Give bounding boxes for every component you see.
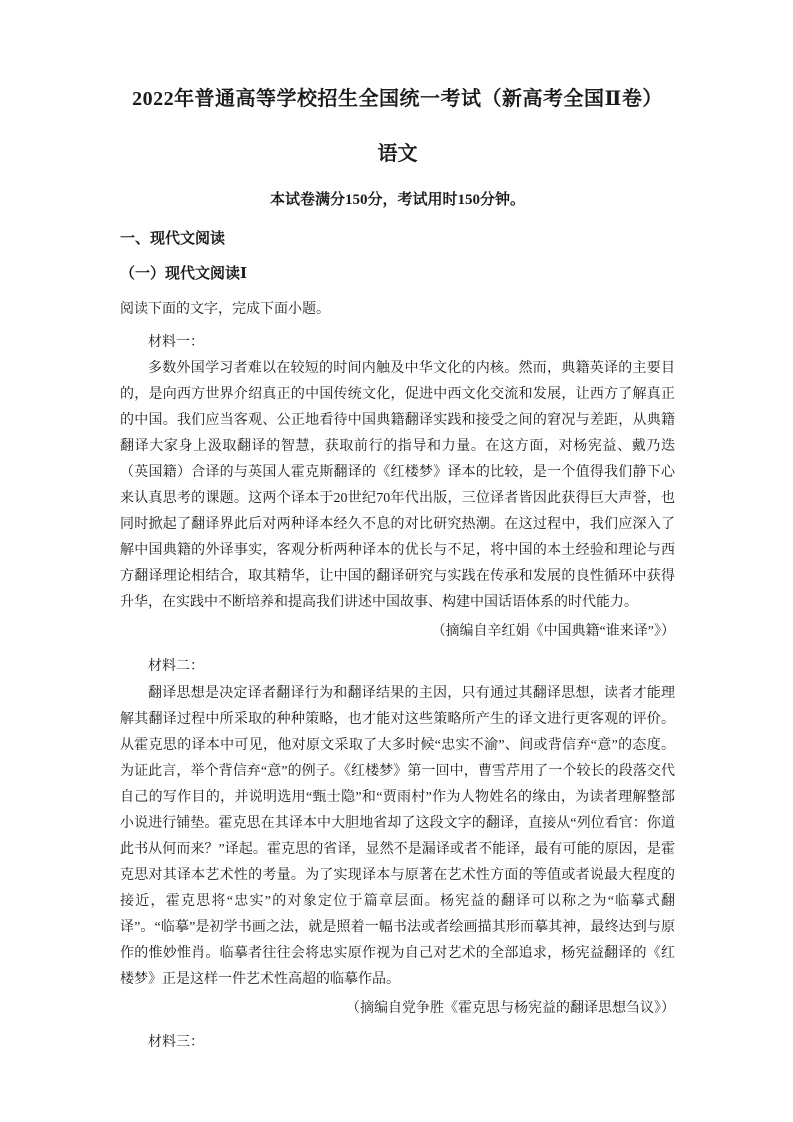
subsection-heading: （一）现代文阅读Ⅰ	[120, 266, 248, 282]
material-1-label: 材料一：	[148, 335, 204, 350]
material-3-label: 材料三：	[148, 1035, 204, 1051]
material-1-attribution: （摘编自辛红娟《中国典籍“谁来译”》）	[431, 624, 675, 640]
material-2-label: 材料二：	[148, 659, 204, 675]
material-2-text: 翻译思想是决定译者翻译行为和翻译结果的主因，只有通过其翻译思想，读者才能理解其翻译过程中所采取的种种策略，也才能对这些策略所产生的译文进行更客观的评价。从霍克思的译本中可见，他对原文采取了大多时候“忠实不渝”、间或背信弃“意”的态度。为证此言，举个背信弃“意”的例子。《红楼梦》第一回中，曹雪芹用了一个较长的段落交代自己的写作目的，并说明选用“甄士隐”和“贾雨村”作为人物姓名的缘由，为读者理解整部小说进行铺垫。霍克思在其译本中大胆地省却了这段文字的翻译，直接从“列位看官：你道此书从何而来？”译起。霍克思的省译，显然不是漏译或者不能译，最有可能的原因，是霍克思对其译本艺术性的考量。为了实现译本与原著在艺术性方面的等值或者说最大程度的接近，霍克思将“忠实”的对象定位于篇章层面。杨宪益的翻译可以称之为“临摹式翻译”。“临摹”是初学书画之法，就是照着一幅书法或者绘画描其形而摹其神，最终达到与原作的惟妙惟肖。临摹者往往会将忠实原作视为自己对艺术的全部追求，杨宪益翻译的《红楼梦》正是这样一件艺术性高超的临摹作品。	[120, 685, 675, 987]
subject-title: 语文	[377, 143, 418, 165]
reading-instruction: 阅读下面的文字，完成下面小题。	[120, 302, 330, 317]
section-heading: 一、现代文阅读	[120, 231, 226, 247]
material-2-attribution: （摘编自党争胜《霍克思与杨宪益的翻译思想刍议》）	[346, 1000, 675, 1016]
exam-title: 2022年普通高等学校招生全国统一考试（新高考全国Ⅱ卷）	[132, 88, 663, 110]
exam-duration-note: 本试卷满分150分，考试用时150分钟。	[269, 192, 525, 208]
material-1-text: 多数外国学习者难以在较短的时间内触及中华文化的内核。然而，典籍英译的主要目的，是向西方世界介绍真正的中国传统文化，促进中西文化交流和发展，让西方了解真正的中国。我们应当客观、公正地看待中国典籍翻译实践和接受之间的窘况与差距，从典籍翻译大家身上汲取翻译的智慧，获取前行的指导和力量。在这方面，对杨宪益、戴乃迭（英国籍）合译的与英国人霍克斯翻译的《红楼梦》译本的比较，是一个值得我们静下心来认真思考的课题。这两个译本于20世纪70年代出版，三位译者皆因此获得巨大声誉，也同时掀起了翻译界此后对两种译本经久不息的对比研究热潮。在这过程中，我们应深入了解中国典籍的外译事实，客观分析两种译本的优长与不足，将中国的本土经验和理论与西方翻译理论相结合，取其精华，让中国的翻译研究与实践在传承和发展的良性循环中获得升华，在实践中不断培养和提高我们讲述中国故事、构建中国话语体系的时代能力。	[120, 361, 675, 611]
